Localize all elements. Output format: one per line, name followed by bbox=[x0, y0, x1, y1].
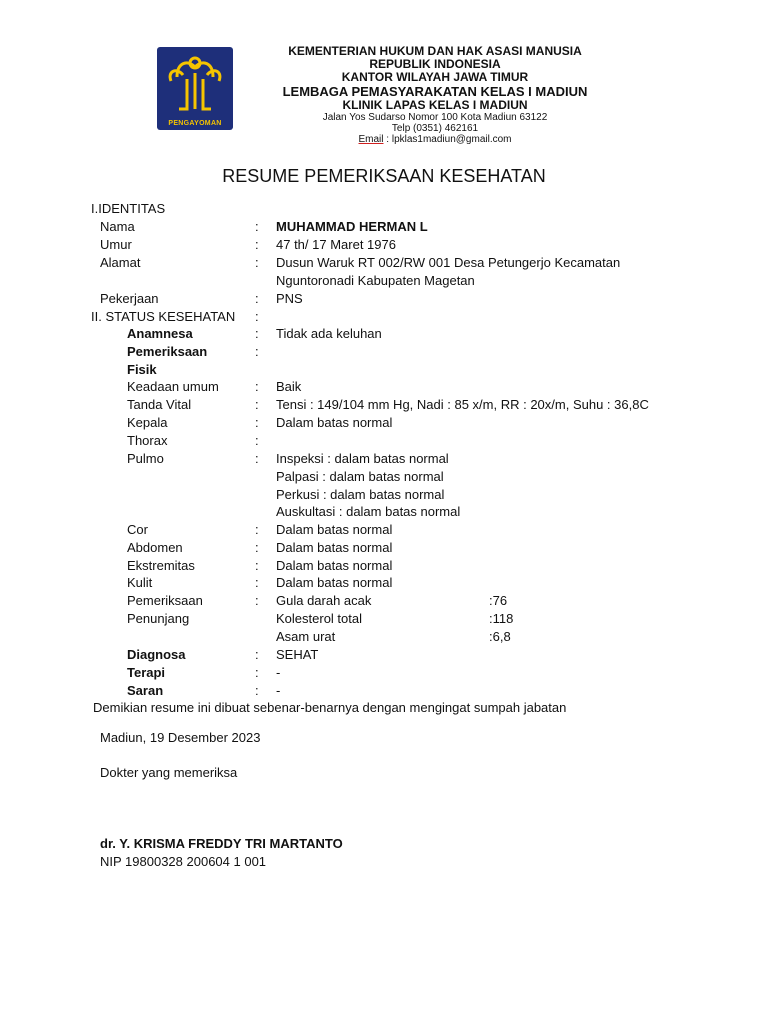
regional-office: KANTOR WILAYAH JAWA TIMUR bbox=[341, 70, 529, 84]
doctor-name: dr. Y. KRISMA FREDDY TRI MARTANTO bbox=[100, 836, 343, 851]
lab-value-gula: :76 bbox=[489, 593, 508, 608]
pekerjaan-value: PNS bbox=[276, 291, 303, 306]
keadaan-label: Keadaan umum bbox=[127, 379, 219, 394]
umur-label: Umur bbox=[100, 237, 132, 252]
colon: : bbox=[255, 291, 259, 306]
lab-value-asam-urat: :6,8 bbox=[489, 629, 511, 644]
email-address: : lpklas1madiun@gmail.com bbox=[386, 134, 512, 145]
colon: : bbox=[255, 575, 259, 590]
colon: : bbox=[255, 415, 259, 430]
cor-value: Dalam batas normal bbox=[276, 522, 393, 537]
alamat-value-1: Dusun Waruk RT 002/RW 001 Desa Petungerjo Kecamatan bbox=[276, 255, 621, 270]
saran-label: Saran bbox=[127, 683, 164, 698]
document-title: RESUME PEMERIKSAAN KESEHATAN bbox=[222, 166, 546, 186]
lab-value-kolesterol: :118 bbox=[489, 611, 514, 626]
colon: : bbox=[255, 522, 259, 537]
email-label: Email bbox=[358, 134, 384, 145]
colon: : bbox=[255, 219, 259, 234]
diagnosa-label: Diagnosa bbox=[127, 647, 186, 662]
pengayoman-logo bbox=[157, 47, 233, 130]
colon: : bbox=[255, 558, 259, 573]
colon: : bbox=[255, 397, 259, 412]
address: Jalan Yos Sudarso Nomor 100 Kota Madiun 63122 bbox=[322, 112, 548, 123]
kepala-value: Dalam batas normal bbox=[276, 415, 393, 430]
lab-name-gula: Gula darah acak bbox=[276, 593, 372, 608]
status-heading: II. STATUS KESEHATAN bbox=[91, 309, 236, 324]
identitas-heading: I.IDENTITAS bbox=[91, 201, 166, 216]
colon: : bbox=[255, 255, 259, 270]
saran-value: - bbox=[276, 683, 281, 698]
lab-name-asam-urat: Asam urat bbox=[276, 629, 336, 644]
ministry-name: KEMENTERIAN HUKUM DAN HAK ASASI MANUSIA bbox=[288, 44, 582, 58]
phone: Telp (0351) 462161 bbox=[391, 123, 479, 134]
clinic-name: KLINIK LAPAS KELAS I MADIUN bbox=[342, 98, 528, 112]
doctor-nip: NIP 19800328 200604 1 001 bbox=[100, 854, 267, 869]
pemeriksaan-fisik-label-1: Pemeriksaan bbox=[127, 344, 208, 359]
colon: : bbox=[255, 237, 259, 252]
institution-name: LEMBAGA PEMASYARAKATAN KELAS I MADIUN bbox=[282, 84, 588, 99]
colon: : bbox=[255, 683, 259, 698]
letterhead bbox=[240, 45, 630, 145]
closing-statement: Demikian resume ini dibuat sebenar-benarnya dengan mengingat sumpah jabatan bbox=[93, 700, 567, 715]
cor-label: Cor bbox=[127, 522, 148, 537]
colon: : bbox=[255, 665, 259, 680]
colon: : bbox=[255, 326, 259, 341]
vital-label: Tanda Vital bbox=[127, 397, 192, 412]
pulmo-inspeksi: Inspeksi : dalam batas normal bbox=[276, 451, 449, 466]
terapi-label: Terapi bbox=[127, 665, 166, 680]
penunjang-label-2: Penunjang bbox=[127, 611, 190, 626]
colon: : bbox=[255, 647, 259, 662]
colon: : bbox=[255, 344, 259, 359]
alamat-value-2: Nguntoronadi Kabupaten Magetan bbox=[276, 273, 475, 288]
kulit-value: Dalam batas normal bbox=[276, 575, 393, 590]
thorax-label: Thorax bbox=[127, 433, 168, 448]
colon: : bbox=[255, 433, 259, 448]
email-line bbox=[240, 134, 630, 145]
abdomen-label: Abdomen bbox=[127, 540, 183, 555]
pekerjaan-label: Pekerjaan bbox=[100, 291, 159, 306]
alamat-label: Alamat bbox=[100, 255, 141, 270]
umur-value: 47 th/ 17 Maret 1976 bbox=[276, 237, 396, 252]
ekstremitas-label: Ekstremitas bbox=[127, 558, 195, 573]
colon: : bbox=[255, 540, 259, 555]
pemeriksaan-fisik-label-2: Fisik bbox=[127, 362, 157, 377]
colon: : bbox=[255, 379, 259, 394]
terapi-value: - bbox=[276, 665, 281, 680]
abdomen-value: Dalam batas normal bbox=[276, 540, 393, 555]
colon: : bbox=[255, 451, 259, 466]
pulmo-label: Pulmo bbox=[127, 451, 164, 466]
vital-value: Tensi : 149/104 mm Hg, Nadi : 85 x/m, RR : 20x/m, Suhu : 36,8C bbox=[276, 397, 649, 412]
anamnesa-value: Tidak ada keluhan bbox=[276, 326, 382, 341]
logo-caption: PENGAYOMAN bbox=[168, 120, 222, 127]
nama-label: Nama bbox=[100, 219, 135, 234]
pulmo-auskultasi: Auskultasi : dalam batas normal bbox=[276, 504, 461, 519]
colon: : bbox=[255, 309, 259, 324]
penunjang-label-1: Pemeriksaan bbox=[127, 593, 203, 608]
ekstremitas-value: Dalam batas normal bbox=[276, 558, 393, 573]
kepala-label: Kepala bbox=[127, 415, 168, 430]
anamnesa-label: Anamnesa bbox=[127, 326, 193, 341]
nama-value: MUHAMMAD HERMAN L bbox=[276, 219, 428, 234]
place-date: Madiun, 19 Desember 2023 bbox=[100, 730, 261, 745]
kulit-label: Kulit bbox=[127, 575, 153, 590]
pulmo-palpasi: Palpasi : dalam batas normal bbox=[276, 469, 444, 484]
pulmo-perkusi: Perkusi : dalam batas normal bbox=[276, 487, 445, 502]
country-name: REPUBLIK INDONESIA bbox=[369, 57, 501, 71]
colon: : bbox=[255, 593, 259, 608]
keadaan-value: Baik bbox=[276, 379, 302, 394]
doctor-role: Dokter yang memeriksa bbox=[100, 765, 238, 780]
diagnosa-value: SEHAT bbox=[276, 647, 319, 662]
lab-name-kolesterol: Kolesterol total bbox=[276, 611, 362, 626]
